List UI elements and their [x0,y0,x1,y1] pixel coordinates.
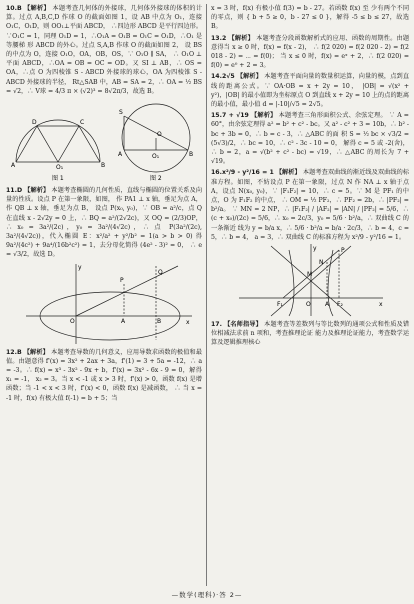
solution-text: ∵ A = 60°，由余弦定理得 a² = b² + c² - bc。又 a² - [211,112,409,129]
question-number: 11.D [6,187,23,195]
solution-text: 函数；当 -1 < x < 3 时，f'(x) < 0，函数 f(x) 是减函数， [6,385,173,393]
label-o1-2: O₁ [152,153,160,161]
question-number: 13. [211,34,222,42]
solution-text: ∴ f(2 020) = f(2 020 - 2) = f(2 018 - 2) = ⋯ = f(0)； [211,43,409,61]
solution-15 [211,111,409,166]
answer: 7 + √19 [221,112,249,120]
left-column [6,4,202,405]
label-a2: A [118,151,123,159]
label-a: A [325,301,330,309]
solution-text: 本题考查双曲线的渐近线及双曲线的标准方程。如图，不妨设点 P 在第一象限，过点 N 作 [211,169,410,186]
figure-1-label: 图 1 [52,175,64,183]
solution-text: 积 S = ½ bc × √3/2 = (5√3)/2，∴ bc = 10，∴ c² - 3c - 10 = 0， [211,130,410,147]
answer: 2√5 [221,73,235,81]
solution-12-continued [211,4,409,32]
solution-text: 少有两个不同的零点，则 { b + 5 ≥ 0，b - 27 ≤ 0 }，解得 -5 ≤ b ≤ [211,5,410,22]
solution-text: 设 BS 的中点为 O，连接 O₁O，OA，OB，OS，∵ O₁O ∥ SA， [6,41,202,59]
solution-text: 10，∴ c = 5。∵ M 是 PF₁ 的中点，O 为 F₁F₂ 的中点， [211,187,409,205]
solution-text: 上，∴ BQ = a²/(2√2c)，又 OQ = (2/3)OP，∴ x₀ = 3a²/(2c)，y₀ = [6,214,202,231]
solution-text: 3a²/(4√2c)，∴ 点 P(3a²/(2c), 3a²/(4√2c))，代入椭圆 E：x²/a² + y²/b² = 1(a > [6,223,203,241]
figure-1-semicircle [16,120,100,162]
solution-text: 2 = 3。 [246,62,270,70]
label-b: B [157,317,162,325]
figure-2-circle [122,104,190,172]
solution-text: a = 3，∴ 双曲线 C 的标准方程为 x²/9 - y²/16 = 1。 [254,233,406,241]
solution-text: ∴四边形 ABCD 是平行四边形。∵O₁C = 1，同理 [6,23,203,40]
label-b: B [101,162,106,170]
axis-y: y [78,263,82,271]
question-number: 16. [211,169,222,177]
solution-text: √19，∴ △ABC 的周长为 7 + √19。 [211,149,410,166]
solution-text: ∴ e = √3/2，故选 D。 [6,242,202,259]
analysis-tag: 【解析】 [24,187,50,195]
solution-text: 3a，f'(1) = 3 + 5a = -12，∴ a = -3。∴ f(x) = x³ - [6,357,203,375]
solution-text: c² + 3 = 10b，∴ b² - bc + 3b = 0，∴ b = c - 3，∴ △ABC 的面 [211,121,410,138]
solution-text: 本题考查三角形面积公式、余弦定理。 [278,112,387,120]
solution-text: AB，∴ OS = OA，∴点 O 为四棱锥 S - ABCD 外接球的球心，OA 为四棱锥 S - ABCD 外接球的半径， [6,60,202,86]
solution-14 [211,72,409,109]
solution-12 [6,348,202,403]
question-number: 14. [211,73,222,81]
solution-text: ∴ 当 x = -1 时，f(x) 有极大值 f(-1) = b + 5；当 [6,385,203,402]
solution-10 [6,4,202,184]
solution-text: x = 3 时，f(x) 有极小值 f(3) = b - 27。若函数 f(x) 至 [211,5,369,12]
axis-x: x [186,318,190,326]
label-f2: F₂ [337,301,343,309]
label-n: N [319,259,324,267]
solution-text: ∵ MN = 2 NP，∴ |F₁F₂| / |AF₂| = |AN| / |PF₂| = 5/6，∴ (c + x₀)/(2c) = [211,206,409,223]
solution-text: 本题考查平面向量的数量积运算，向量的模，点到直线的距离公式。∵ OA·OB = x + 2y = 10， [211,73,410,90]
question-number: 12.B [6,348,22,356]
label-a: A [121,317,126,325]
teacher-guide-tag: 【名师指导】 [224,321,262,329]
ellipse-figure [6,260,202,346]
solution-text: 本题考查等差数列与等比数列的通项公式和性质及错位相减法求前 n 项和，考查推理论证 [211,321,410,338]
analysis-tag: 【解析】 [236,73,263,81]
solution-16 [211,168,409,318]
question-number: 10.B [6,5,22,12]
label-s: S [119,109,123,117]
axis-y: y [313,245,317,253]
solution-text: 到直线 x + 2y = 10 上的点的距离的最小值，最小值 [211,91,410,109]
solution-text: 3x² - 9x + b，f'(x) = 3x² - 6x - 9 = 0，解得 x₁ = -1， [6,367,202,384]
solution-text: NA ⊥ x 轴于点 A，设点 N(x₀, y₀)，∵ |F₁F₂| = [211,178,410,195]
label-q: Q [158,268,163,276]
analysis-tag: 【解析】 [275,169,301,177]
solution-text: 本题考查导数的几何意义，应用导数求函数的极值和最值。由题意得 f'(x) = 3x² + 2ax + [6,348,203,365]
solution-text: 能力及推理论证能力，考查数学运算及逻辑推理核心 [211,330,410,347]
question-number: 17. [211,321,222,329]
solution-text: 线为 y = b/a x，∴ 5/6 · b²/a = b/a · 2c/3，∴ b = 4，c = 5，∴ b = 4， [211,224,410,241]
analysis-tag: 【解析】 [228,34,254,42]
solution-text: |OB| = √(x² + y²)，|OB| 的最小值即为坐标原点 O [211,82,410,99]
solution-text: O₁D = 1，∴O₁A = O₁B = O₁C = O₁D，∴O₁ 是等腰梯 [6,32,203,49]
answer: 2 [221,34,227,42]
figure-11 [6,260,202,346]
solution-text: Rt△SAB 中，AB = SA = 2，∴ OA = ½ BS = √2，∴ V球 = [6,78,202,95]
solution-text: ∴ OM = ½ PF₂，∴ PF₂ = 2b，∴ |PF₂| = b²/a。 [211,197,409,214]
solution-text: 5/6，∴ x₀ = 2c/3，y₀ = 5/6 · b²/a，∴ 双曲线 C 的一条渐近 [211,215,409,232]
solution-text: 作 PA1 ⊥ x 轴，垂足为点 A，作 QB ⊥ x 轴，垂足为点 B， [6,196,202,213]
page-footer: —数学(理科)·答 2— [171,591,243,599]
origin-o: O [70,317,75,325]
label-p: P [120,276,124,284]
solution-text: 解得 c = 5 或 -2(舍)，∴ b = 2，a = √(b² + c² - bc) = [211,139,409,157]
solution-text: 本题考查几何体的外接球，几何体外接球的体积的计算。过点 A,B,C,D 作球 O 的截面如图 1，设 [6,5,203,22]
solution-11 [6,186,202,346]
label-d: D [32,119,37,127]
analysis-tag: 【解析】 [251,112,277,120]
solution-13 [211,34,409,71]
question-number: 15. [211,112,222,120]
figure-2-label: 图 2 [150,175,162,183]
label-c: C [80,119,85,127]
label-o1: O₁ [56,164,64,172]
solution-text: 27，故选 B。 [211,14,410,31]
label-f1: F₁ [277,301,283,309]
axis-x: x [379,301,383,309]
label-b2: B [189,151,194,159]
analysis-tag: 【解析】 [24,5,51,12]
solution-text: 形 ABCD 的外心。过点 S,A,B 作球 O 的截面如图 2， [27,41,183,49]
solution-text: ∴ O₁O ⊥ 平面 ABCD，∴OA = OB = OC = OD。又 SI ⊥ [6,51,202,68]
column-divider [206,4,207,586]
label-a: A [11,162,16,170]
label-m: M [307,271,313,279]
solution-text: 当 x ≤ 0 时，f(x) = eˣ + 2，∴ f(2 020) = f(0) = e⁰ + [211,53,410,70]
origin-o: O [306,301,311,309]
figure-16 [211,242,409,318]
answer: x²/9 - y²/16 = 1 [221,169,274,177]
solution-text: AB 中点为 O₁，连接 O₁C，O₁D，则 OO₁⊥平面 ABCD， [6,14,202,31]
geometry-figures [6,96,202,184]
right-column [211,4,409,350]
hyperbola-figure [211,242,409,318]
solution-text: 本题考查分段函数解析式的应用、函数的周期性。由题意得当 x ≥ 0 时，f(x) = f(x - 2)， [211,34,410,51]
label-p: P [341,247,345,255]
solution-text: x₂ = 3。当 x < -1 或 x > 3 时，f'(x) > 0，函数 f(x) 是增 [35,376,202,384]
figures-10 [6,96,202,184]
solution-text: d = |-10|/√5 = 2√5。 [262,101,327,109]
solution-text: 设点 P(x₀, y₀)，∵ OB = a²/c，点 Q 在直线 x - 2√2y = 0 [6,205,202,222]
solution-text: 4/3 π × (√2)³ = 8√2π/3，故选 B。 [55,87,158,95]
solution-17 [211,320,409,348]
solution-text: 本题考查椭圆的几何性质，直线与椭圆的位置关系及向量的性质。设点 P 在第一象限，如图， [6,187,203,204]
solution-text: b > 0) 得 9a²/(4c²) + 9a⁴/(16b²c²) = 1，去分母化简得 (4e² - 3)² = 0， [6,233,202,250]
label-o: O [157,131,162,139]
analysis-tag: 【解析】 [23,348,49,356]
